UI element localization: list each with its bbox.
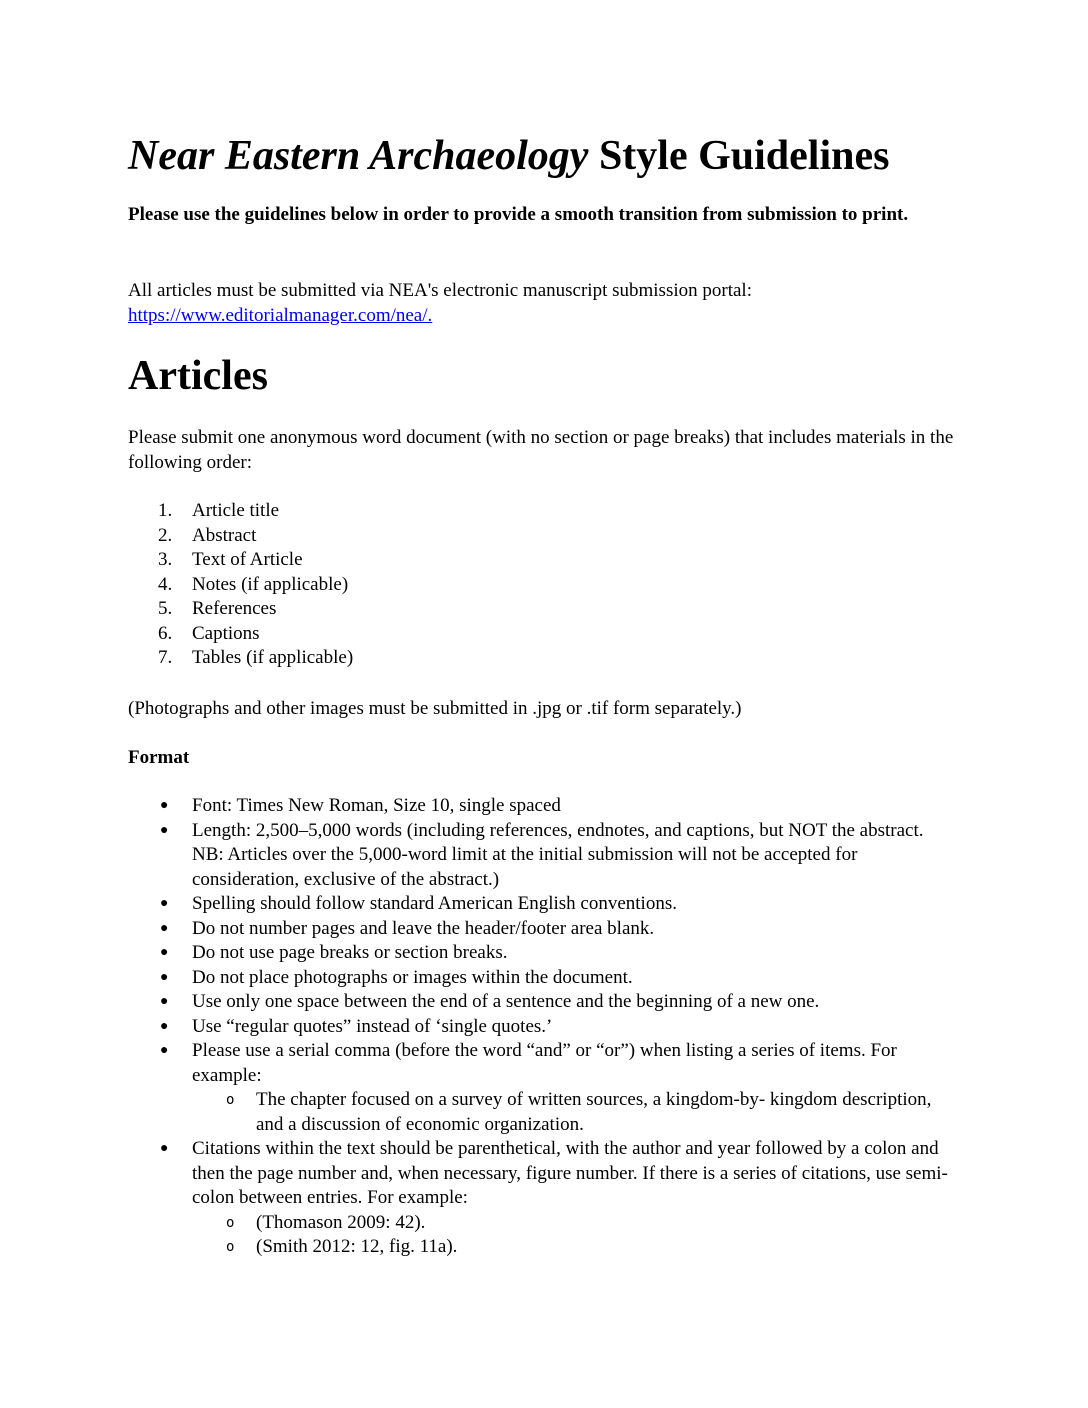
bullet-icon: ● xyxy=(160,1018,169,1034)
list-item-text: Text of Article xyxy=(192,549,303,570)
format-item-serial-comma xyxy=(128,1039,958,1137)
bullet-icon: ● xyxy=(160,994,169,1009)
portal-paragraph xyxy=(128,278,958,328)
list-item xyxy=(128,524,353,549)
bullet-icon: ● xyxy=(160,920,169,936)
sub-bullet-icon: o xyxy=(226,1239,235,1255)
portal-text: All articles must be submitted via NEA's electronic manuscript submission portal: xyxy=(128,280,752,301)
format-item-text: Do not place photographs or images within the document. xyxy=(192,966,633,988)
example-text: (Thomason 2009: 42). xyxy=(256,1211,426,1233)
format-item-text: Please use a serial comma (before the word “and” or “or”) when listing a series of items. For example: xyxy=(192,1040,897,1086)
format-item-text: Do not use page breaks or section breaks. xyxy=(192,942,508,963)
list-item-text: Notes (if applicable) xyxy=(192,573,349,595)
citation-examples xyxy=(192,1211,958,1260)
format-item-text: Font: Times New Roman, Size 10, single spaced xyxy=(192,795,561,816)
bullet-icon: ● xyxy=(160,969,169,985)
list-number: 1. xyxy=(158,500,173,521)
bullet-icon: ● xyxy=(160,822,169,838)
format-item-photographs xyxy=(128,966,958,991)
serial-comma-examples xyxy=(192,1088,958,1137)
journal-name: Near Eastern Archaeology xyxy=(128,133,589,179)
list-item-text: Abstract xyxy=(192,524,257,546)
format-item-quotes xyxy=(128,1015,958,1040)
list-item-text: Captions xyxy=(192,622,260,644)
list-number: 6. xyxy=(158,622,173,644)
format-item-text: Spelling should follow standard American English conventions. xyxy=(192,893,677,914)
list-item-text: References xyxy=(192,598,277,619)
bullet-icon: ● xyxy=(160,896,169,911)
submit-instructions: Please submit one anonymous word document (with no section or page breaks) that includes materials in the following order: xyxy=(128,427,954,473)
format-item-length xyxy=(128,819,958,893)
list-item xyxy=(128,548,353,573)
format-item-citations xyxy=(128,1137,958,1260)
format-item-spacing xyxy=(128,990,958,1015)
example-item xyxy=(128,1211,958,1236)
format-heading: Format xyxy=(128,747,190,768)
list-item xyxy=(128,646,353,671)
bullet-icon: ● xyxy=(160,945,169,960)
example-text: The chapter focused on a survey of written sources, a kingdom-by- kingdom description, and a discussion of economic organization. xyxy=(256,1089,932,1135)
bullet-icon: ● xyxy=(160,1043,169,1058)
format-item-text: Do not number pages and leave the header/footer area blank. xyxy=(192,917,655,939)
materials-order-list xyxy=(128,499,353,671)
portal-link[interactable]: https://www.editorialmanager.com/nea/. xyxy=(128,305,433,326)
example-item xyxy=(128,1088,958,1137)
format-item-spelling xyxy=(128,892,958,917)
example-item xyxy=(128,1235,958,1260)
format-item-font xyxy=(128,794,958,819)
list-number: 7. xyxy=(158,647,173,668)
list-item xyxy=(128,499,353,524)
example-text: (Smith 2012: 12, fig. 11a). xyxy=(256,1236,458,1257)
list-number: 4. xyxy=(158,573,173,595)
intro-paragraph: Please use the guidelines below in order to provide a smooth transition from submission to print. xyxy=(128,204,909,225)
document-title xyxy=(128,128,890,184)
articles-heading: Articles xyxy=(128,353,268,399)
format-item-page-numbers xyxy=(128,917,958,942)
bullet-icon: ● xyxy=(160,1141,169,1156)
sub-bullet-icon: o xyxy=(226,1092,235,1108)
bullet-icon: ● xyxy=(160,798,169,813)
list-item-text: Article title xyxy=(192,500,280,521)
list-number: 3. xyxy=(158,549,173,570)
format-item-text: Use “regular quotes” instead of ‘single quotes.’ xyxy=(192,1015,553,1037)
list-item xyxy=(128,622,353,647)
format-item-text: Citations within the text should be parenthetical, with the author and year followed by a colon and then the page number and, when necessary, figure number. If there is a series of citations, use semi-colon between entries. For example: xyxy=(192,1138,948,1208)
sub-bullet-icon: o xyxy=(226,1214,235,1231)
format-list xyxy=(128,794,958,1260)
list-item xyxy=(128,573,353,598)
list-number: 5. xyxy=(158,598,173,619)
list-number: 2. xyxy=(158,524,173,546)
photos-note: (Photographs and other images must be submitted in .jpg or .tif form separately.) xyxy=(128,698,742,719)
format-item-breaks xyxy=(128,941,958,966)
list-item xyxy=(128,597,353,622)
format-item-text: Length: 2,500–5,000 words (including references, endnotes, and captions, but NOT the abstract. NB: Articles over the 5,000-word limit at the initial submission will not be accepted for consideration, exclusive of the abstract.) xyxy=(192,819,924,890)
list-item-text: Tables (if applicable) xyxy=(192,647,354,668)
title-suffix: Style Guidelines xyxy=(588,133,890,179)
format-item-text: Use only one space between the end of a sentence and the beginning of a new one. xyxy=(192,991,820,1012)
